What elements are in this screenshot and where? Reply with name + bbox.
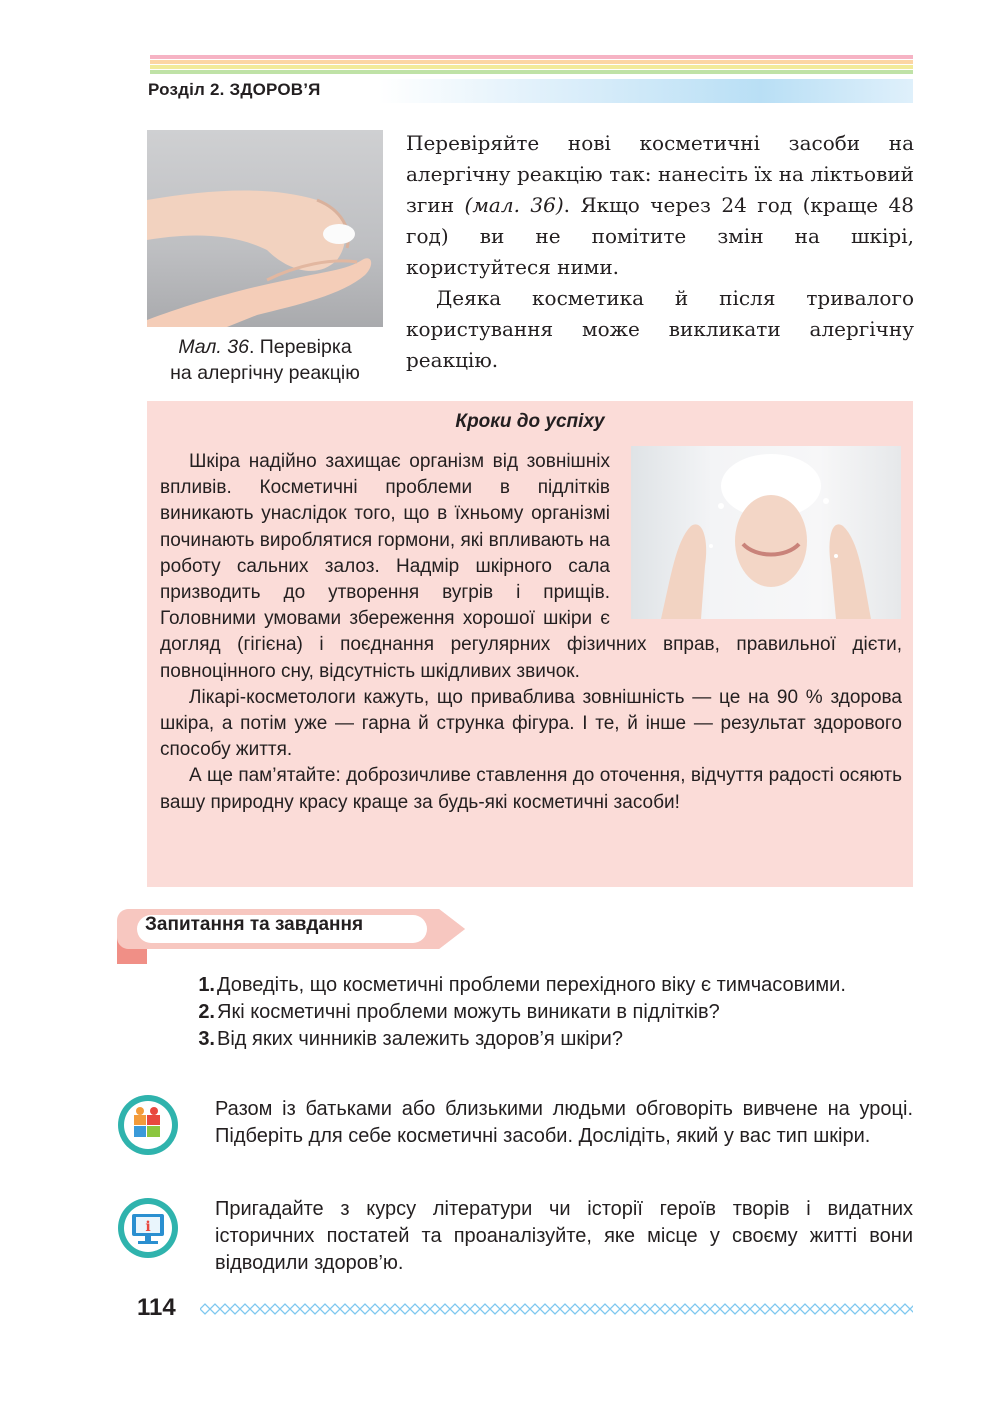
list-item: 1. Доведіть, що косметичні проблеми перехідного віку є тимчасовими. [198, 974, 846, 996]
footer-zigzag-decoration [200, 1302, 913, 1316]
info-task-text: Пригадайте з курсу літератури чи історії героїв творів і видатних історичних постатей та проаналізуйте, яке місце у своєму житті вони відводили здоров’ю. [215, 1198, 913, 1274]
info-monitor-icon [116, 1196, 180, 1260]
tips-paragraph-2: Лікарі-косметологи кажуть, що приваблива зовнішність — це на 90 % здорова шкіра, а потім уже — гарна й струнка фігура. І те, й інше — результат здорового способу життя. [160, 686, 902, 761]
family-task-text: Разом із батьками або близькими людьми обговоріть вивчене на уроці. Підберіть для себе косметичні засоби. Дослідіть, який у вас тип шкіри. [215, 1098, 913, 1147]
intro-text [406, 128, 914, 376]
intro-paragraph-2: Деяка косметика й після тривалого користування може викликати алергічну реакцію. [406, 286, 914, 372]
list-item: 2. Які косметичні проблеми можуть виникати в підлітків? [198, 1001, 720, 1023]
family-puzzle-icon [116, 1093, 180, 1157]
figure-caption [140, 334, 390, 386]
figure-caption-text: . Перевірка [248, 336, 352, 358]
section-title: Розділ 2. ЗДОРОВ’Я [148, 80, 321, 99]
tips-paragraph-3: А ще пам’ятайте: доброзичливе ставлення до оточення, відчуття радості осяють вашу природну красу краще за будь-які косметичні засоби! [160, 765, 902, 813]
header-stripes [150, 55, 913, 77]
tips-title: Кроки до успіху [455, 411, 605, 432]
figure-number: Мал. 36 [178, 336, 249, 358]
figure-caption-line2: на алергічну реакцію [170, 362, 360, 384]
intro-paragraph-1: Перевіряйте нові косметичні засоби на алергічну реакцію так: нанесіть їх на ліктьовий згин (мал. 36). Якщо через 24 год (краще 48 год) ви не помітите змін на шкірі, користуйтеся ними. [406, 131, 914, 279]
svg-text:i: i [145, 1219, 151, 1235]
list-item: 3. Від яких чинників залежить здоров’я шкіри? [198, 1028, 623, 1050]
elbow-cream-photo [147, 130, 383, 327]
questions-list [187, 972, 913, 1053]
figure-reference: (мал. 36) [464, 193, 564, 217]
tips-text [160, 449, 902, 816]
tips-paragraph-1: Шкіра надійно захищає організм від зовнішніх впливів. Косметичні проблеми в підлітків виникають унаслідок того, що в їхньому організмі починають вироблятися гормони, які впливають на роботу сальних залоз. Надмір шкірного сала призводить до утворення вугрів і прищів. Головними умовами збереження хорошої шкіри є догляд (гігієна) і поєднання регулярних фізичних вправ, правильної дієти, повноцінного сну, відсутність шкідливих звичок. [160, 451, 902, 682]
questions-title: Запитання та завдання [145, 914, 364, 935]
page-number: 114 [137, 1294, 176, 1321]
